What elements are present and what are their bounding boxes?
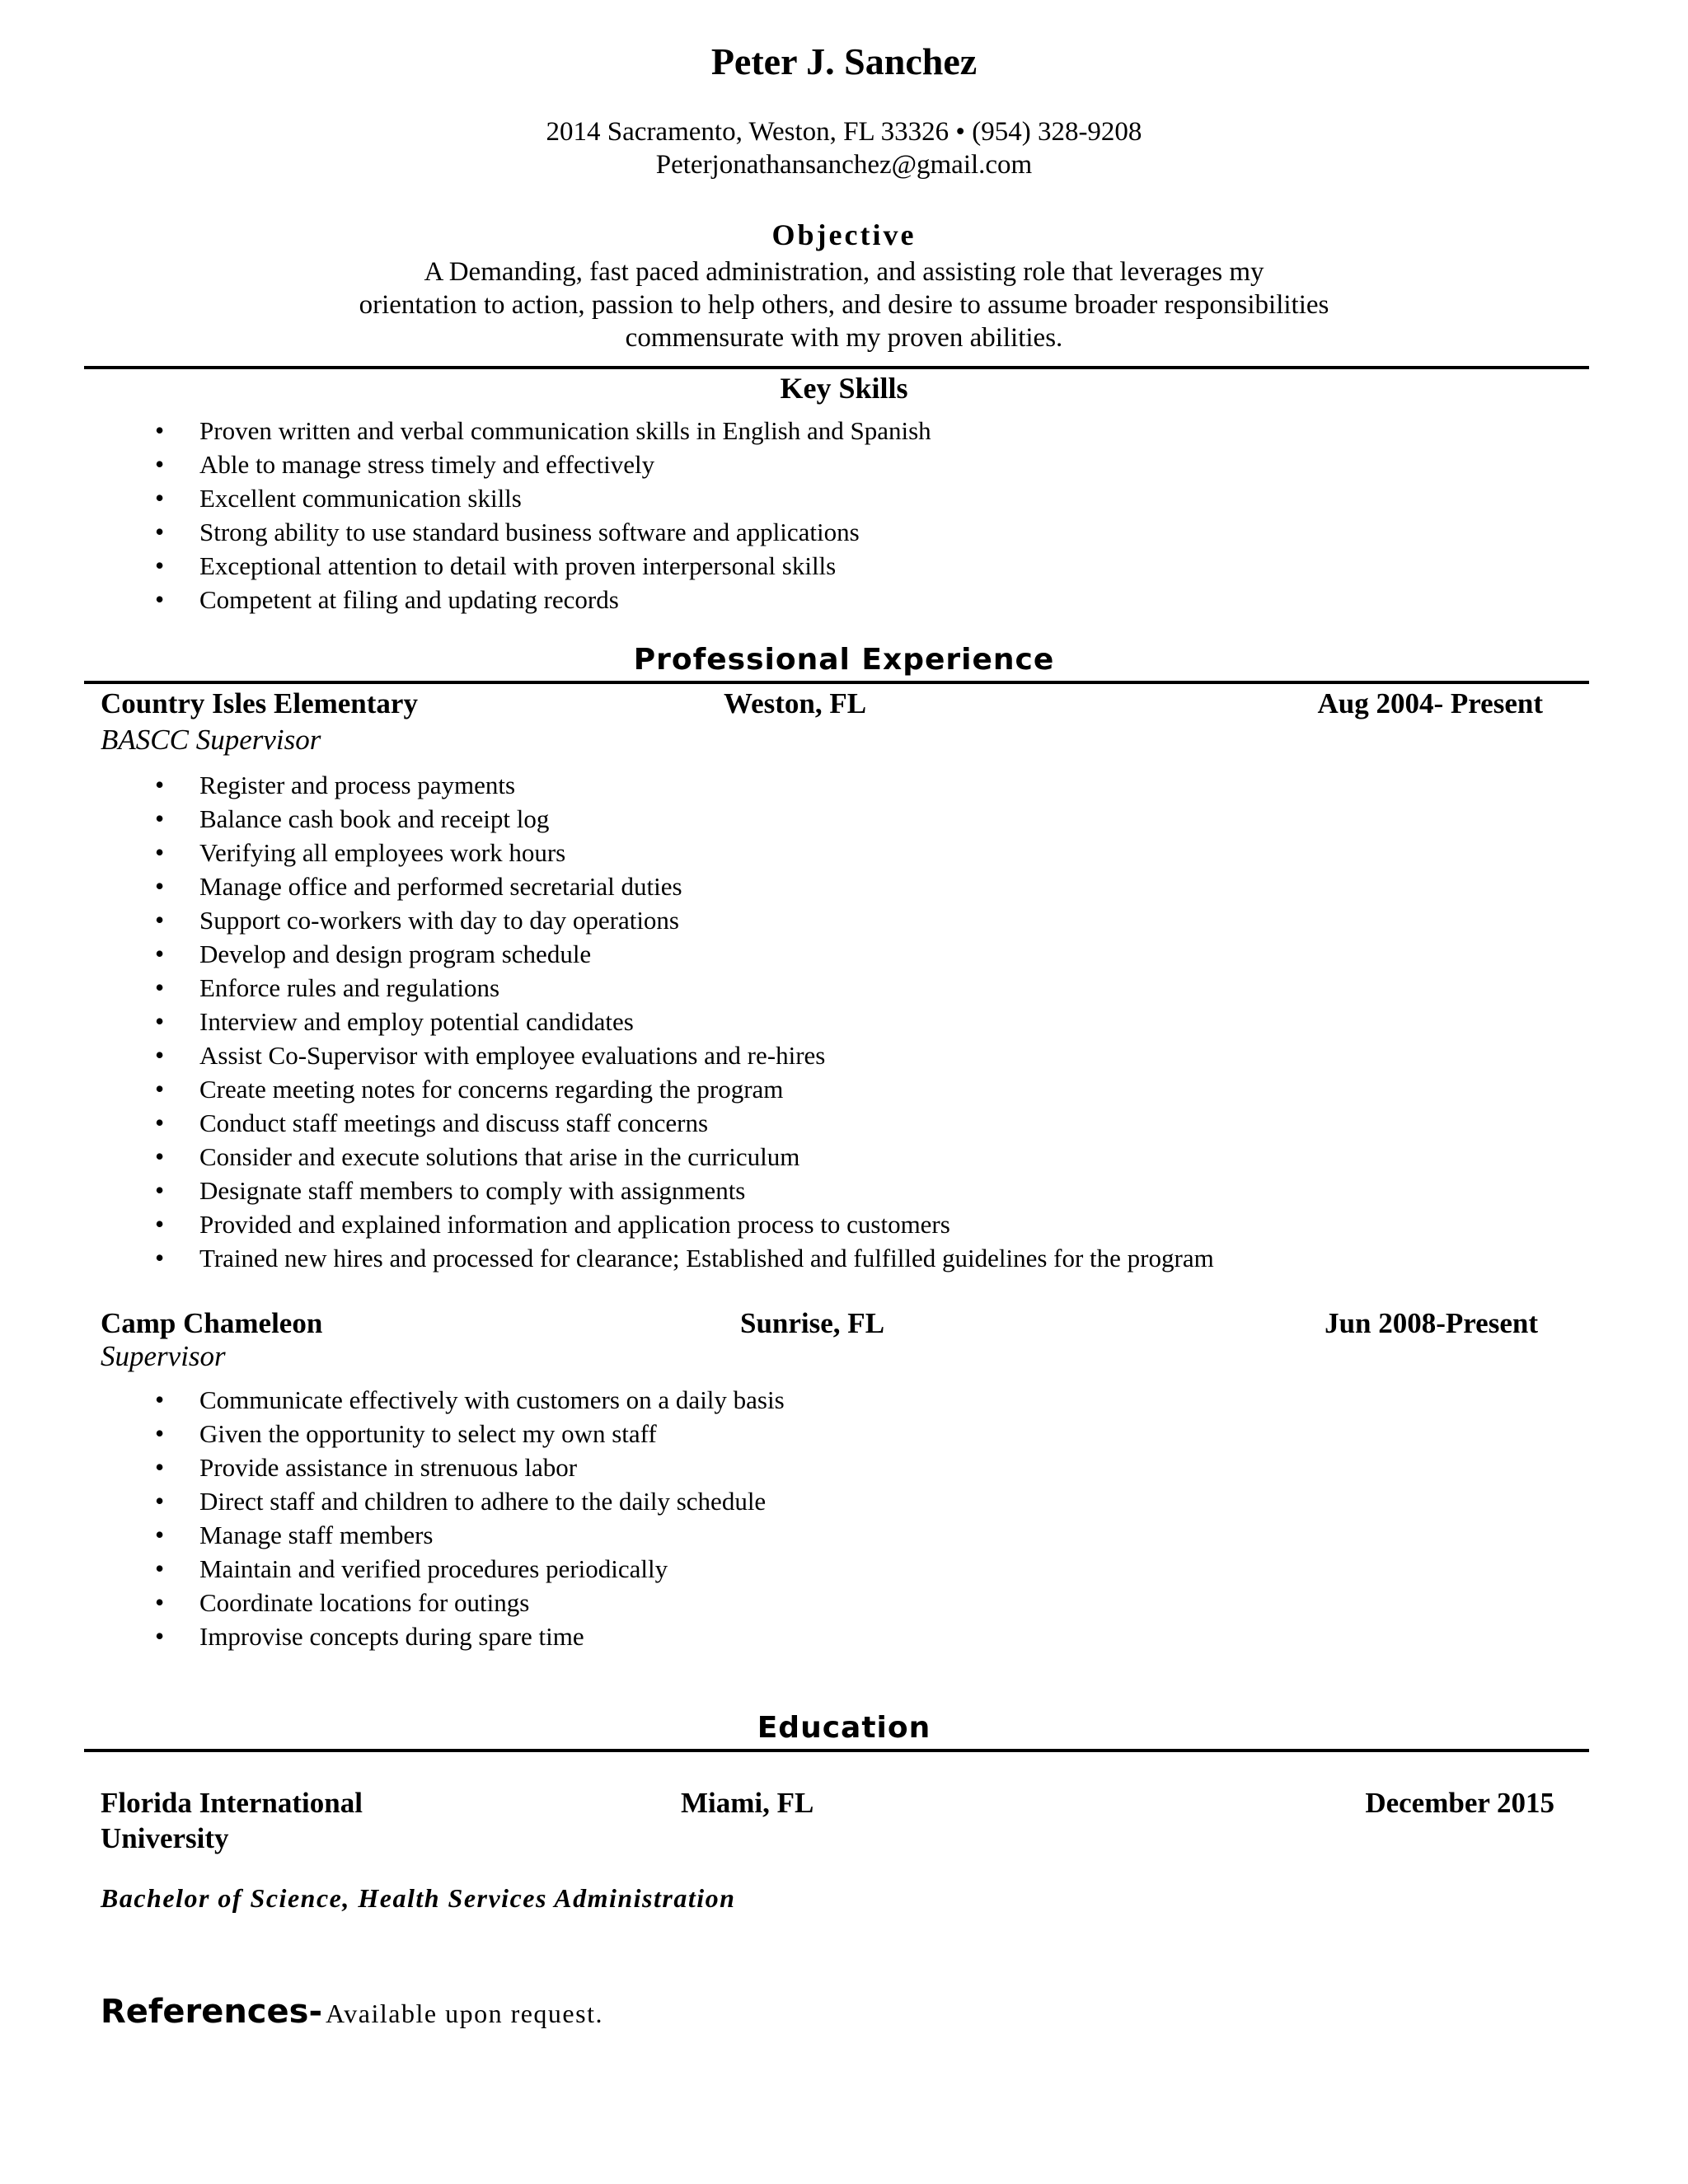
- job-duties-list: [0, 1383, 785, 1653]
- list-item: • Manage office and performed secretarial duties: [0, 869, 1214, 903]
- objective-text: [0, 255, 1688, 354]
- divider-rule: [84, 1749, 1589, 1752]
- job-duties-list: [0, 768, 1214, 1275]
- list-item: • Verifying all employees work hours: [0, 836, 1214, 869]
- objective-line: orientation to action, passion to help others, and desire to assume broader responsibilities: [359, 290, 1329, 320]
- list-item: • Given the opportunity to select my own staff: [0, 1417, 785, 1451]
- job-dates: Aug 2004- Present: [1317, 687, 1543, 719]
- key-skills-heading: Key Skills: [780, 372, 908, 405]
- address-line: 2014 Sacramento, Weston, FL 33326 • (954) 328-9208: [546, 117, 1142, 147]
- email-address: Peterjonathansanchez@gmail.com: [655, 150, 1033, 180]
- list-item: • Register and process payments: [0, 768, 1214, 802]
- list-item: • Communicate effectively with customers on a daily basis: [0, 1383, 785, 1417]
- list-item: • Trained new hires and processed for clearance; Established and fulfilled guidelines for the program: [0, 1241, 1214, 1275]
- school-name: Florida International: [101, 1787, 363, 1819]
- list-item: • Maintain and verified procedures periodically: [0, 1552, 785, 1586]
- list-item: • Able to manage stress timely and effectively: [0, 448, 931, 481]
- divider-rule: [84, 366, 1589, 369]
- objective-line: commensurate with my proven abilities.: [625, 323, 1063, 353]
- job-dates: Jun 2008-Present: [1325, 1307, 1538, 1339]
- list-item: • Develop and design program schedule: [0, 937, 1214, 971]
- school-location: Miami, FL: [681, 1787, 814, 1819]
- references-line: [101, 1993, 603, 2031]
- applicant-name: Peter J. Sanchez: [710, 40, 978, 82]
- job-title: Supervisor: [101, 1340, 226, 1372]
- list-item: • Support co-workers with day to day operations: [0, 903, 1214, 937]
- job-title: BASCC Supervisor: [101, 724, 321, 756]
- list-item: • Competent at filing and updating records: [0, 583, 931, 616]
- employer-name: Camp Chameleon: [101, 1307, 323, 1339]
- list-item: • Coordinate locations for outings: [0, 1586, 785, 1619]
- list-item: • Proven written and verbal communication skills in English and Spanish: [0, 414, 931, 448]
- degree: Bachelor of Science, Health Services Administration: [101, 1883, 736, 1913]
- list-item: • Strong ability to use standard business software and applications: [0, 515, 931, 549]
- divider-rule: [84, 681, 1589, 684]
- list-item: • Create meeting notes for concerns regarding the program: [0, 1072, 1214, 1106]
- list-item: • Designate staff members to comply with assignments: [0, 1174, 1214, 1207]
- list-item: • Provided and explained information and application process to customers: [0, 1207, 1214, 1241]
- experience-heading: Professional Experience: [633, 643, 1055, 677]
- list-item: • Provide assistance in strenuous labor: [0, 1451, 785, 1484]
- employer-name: Country Isles Elementary: [101, 687, 418, 719]
- list-item: • Excellent communication skills: [0, 481, 931, 515]
- list-item: • Improvise concepts during spare time: [0, 1619, 785, 1653]
- job-location: Sunrise, FL: [740, 1307, 885, 1339]
- references-text: Available upon request.: [326, 1999, 603, 2028]
- objective-line: A Demanding, fast paced administration, and assisting role that leverages my: [424, 257, 1264, 287]
- objective-heading: Objective: [771, 218, 917, 251]
- list-item: • Manage staff members: [0, 1518, 785, 1552]
- key-skills-list: [0, 414, 931, 616]
- graduation-date: December 2015: [1365, 1787, 1554, 1819]
- list-item: • Assist Co-Supervisor with employee evaluations and re-hires: [0, 1038, 1214, 1072]
- list-item: • Consider and execute solutions that arise in the curriculum: [0, 1140, 1214, 1174]
- list-item: • Enforce rules and regulations: [0, 971, 1214, 1005]
- education-heading: Education: [757, 1711, 931, 1745]
- school-name-continued: University: [101, 1822, 229, 1854]
- list-item: • Exceptional attention to detail with proven interpersonal skills: [0, 549, 931, 583]
- references-label: References-: [101, 1993, 323, 2031]
- list-item: • Conduct staff meetings and discuss staff concerns: [0, 1106, 1214, 1140]
- list-item: • Interview and employ potential candidates: [0, 1005, 1214, 1038]
- list-item: • Balance cash book and receipt log: [0, 802, 1214, 836]
- job-location: Weston, FL: [724, 687, 867, 719]
- list-item: • Direct staff and children to adhere to the daily schedule: [0, 1484, 785, 1518]
